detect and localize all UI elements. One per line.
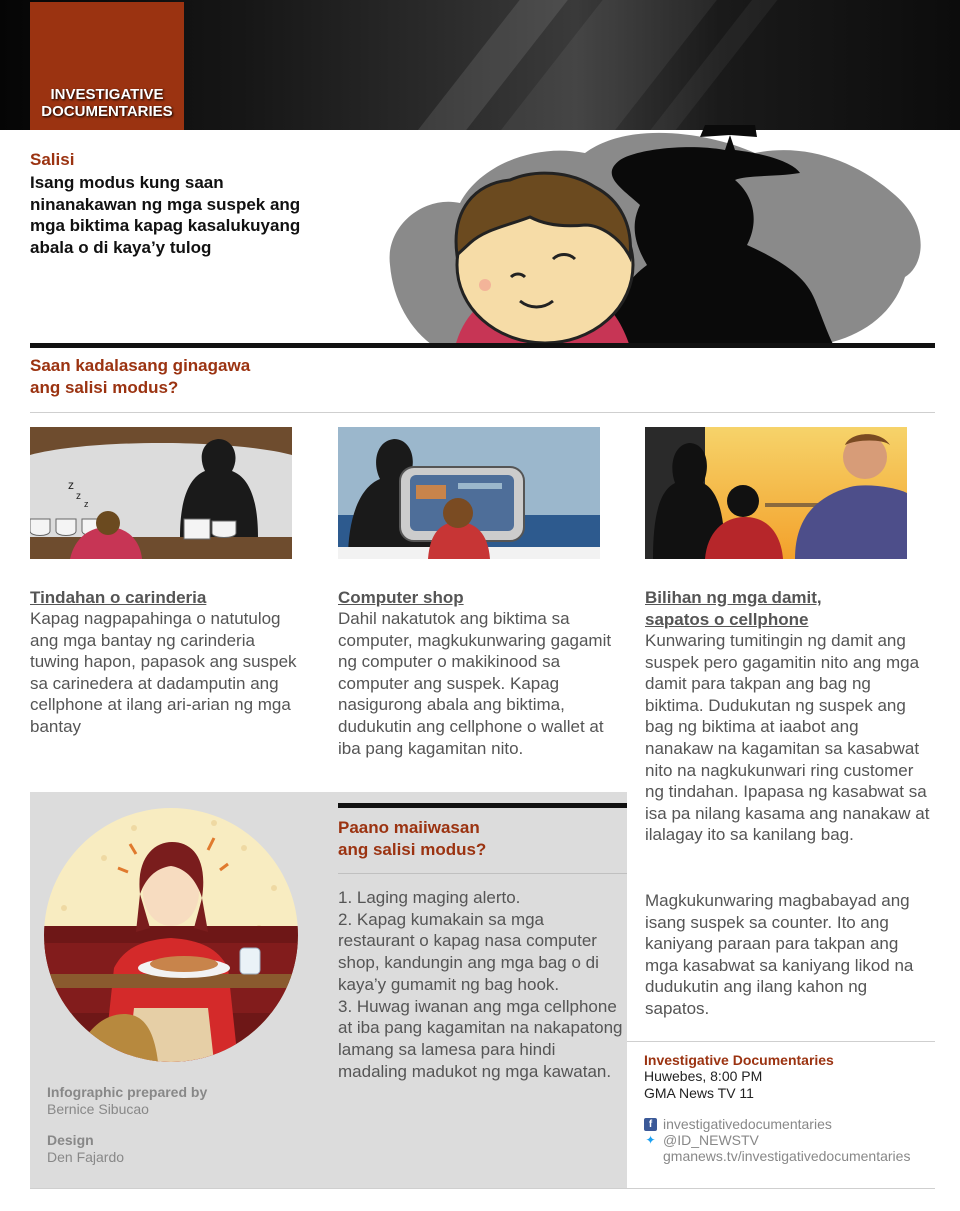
scene-carinderia bbox=[30, 427, 292, 559]
col3-title-line1: Bilihan ng mga damit, bbox=[645, 588, 822, 607]
hero-illustration bbox=[385, 125, 935, 347]
col3-text: Kunwaring tumitingin ng damit ang suspek pero gagamitin nito ang mga damit para takpan ang bag ng biktima. Dudukutan ng suspek ang bag ng biktima at iaabot ang nanakaw na kagamitan sa kasabwat nito na nagkukunwari ring customer ng tindahan. Ipapasa ng kasabwat sa isa pa nilang kasama ang nanakaw at ilalagay ito sa kanilang bag. bbox=[645, 631, 930, 845]
intro-text: Isang modus kung saan ninanakawan ng mga suspek ang mga biktima kapag kasalukuyang abala o di kaya’y tulog bbox=[30, 173, 301, 257]
avoid-title bbox=[338, 817, 486, 860]
where-title-line1: Saan kadalasang ginagawa bbox=[30, 356, 251, 375]
col2-text: Dahil nakatutok ang biktima sa computer, magkukunwaring gagamit ng computer o makikinood sa computer ang suspek. Kapag nasigurong abala ang biktima, dudukutin ang cellphone o wallet at iba pang kagamitan nito. bbox=[338, 609, 612, 758]
facebook-link[interactable] bbox=[644, 1116, 832, 1132]
avoid-thin-divider bbox=[338, 873, 627, 874]
svg-text:z: z bbox=[84, 499, 89, 509]
svg-text:z: z bbox=[76, 491, 81, 502]
avoid-divider bbox=[338, 803, 627, 808]
facebook-icon: f bbox=[644, 1118, 657, 1131]
twitter-icon: ✦ bbox=[645, 1133, 656, 1147]
facebook-handle[interactable]: investigativedocumentaries bbox=[663, 1116, 832, 1132]
col3-title-line2: sapatos o cellphone bbox=[645, 609, 809, 629]
avoid-illustration bbox=[44, 808, 298, 1062]
footer-title: Investigative Documentaries bbox=[644, 1052, 834, 1068]
avoid-title-line2: ang salisi modus? bbox=[338, 839, 487, 859]
where-title bbox=[30, 355, 250, 398]
scene-clothing-store bbox=[645, 427, 907, 559]
avoid-step-1: 1. Laging maging alerto. bbox=[338, 888, 521, 907]
avoid-step-3: 3. Huwag iwanan ang mga cellphone at iba pang kagamitan na nakapatong lamang sa lamesa para hindi madaling madukot ng mga kawatan. bbox=[338, 996, 623, 1081]
where-title-line2: ang salisi modus? bbox=[30, 377, 179, 397]
col2-title: Computer shop bbox=[338, 588, 464, 607]
footer-schedule: Huwebes, 8:00 PM bbox=[644, 1068, 763, 1084]
col3-text2: Magkukunwaring magbabayad ang isang suspek sa counter. Ito ang kaniyang paraan para takpan ang mga kasabwat sa kaniyang likod na dudukutin ang ilang kahon ng sapatos. bbox=[645, 891, 914, 1018]
intro-title: Salisi bbox=[30, 150, 75, 169]
avoid-title-line1: Paano maiiwasan bbox=[338, 818, 480, 837]
brand-line1: INVESTIGATIVE bbox=[50, 86, 164, 103]
bottom-divider bbox=[30, 1188, 935, 1189]
twitter-link[interactable] bbox=[644, 1132, 759, 1148]
thin-divider bbox=[30, 412, 935, 413]
col3-title bbox=[645, 587, 822, 630]
credit-prepared-name: Bernice Sibucao bbox=[47, 1101, 149, 1117]
col1-title: Tindahan o carinderia bbox=[30, 588, 207, 607]
brand-line2: DOCUMENTARIES bbox=[41, 103, 173, 120]
header-banner bbox=[0, 0, 960, 130]
credit-design-name: Den Fajardo bbox=[47, 1149, 125, 1165]
credit-design-label: Design bbox=[47, 1132, 94, 1148]
avoid-step-2: 2. Kapag kumakain sa mga restaurant o kapag nasa computer shop, kandungin ang mga bag o di kaya’y gumamit ng bag hook. bbox=[338, 909, 599, 994]
section-divider bbox=[30, 343, 935, 348]
twitter-handle[interactable]: @ID_NEWSTV bbox=[663, 1132, 759, 1148]
footer-channel: GMA News TV 11 bbox=[644, 1085, 754, 1101]
brand-logo bbox=[30, 2, 184, 130]
scene-computer-shop bbox=[338, 427, 600, 559]
footer-divider bbox=[627, 1041, 935, 1042]
credit-prepared-label: Infographic prepared by bbox=[47, 1084, 208, 1100]
website-link[interactable] bbox=[663, 1148, 910, 1164]
website-url[interactable]: gmanews.tv/investigativedocumentaries bbox=[663, 1148, 911, 1164]
avoid-steps bbox=[338, 887, 623, 1082]
col1-text: Kapag nagpapahinga o natutulog ang mga bantay ng carinderia tuwing hapon, papasok ang suspek sa carinedera at dadamputin ang cellphone at ilang ari-arian ng mga bantay bbox=[30, 609, 297, 736]
svg-text:z: z bbox=[68, 478, 74, 492]
